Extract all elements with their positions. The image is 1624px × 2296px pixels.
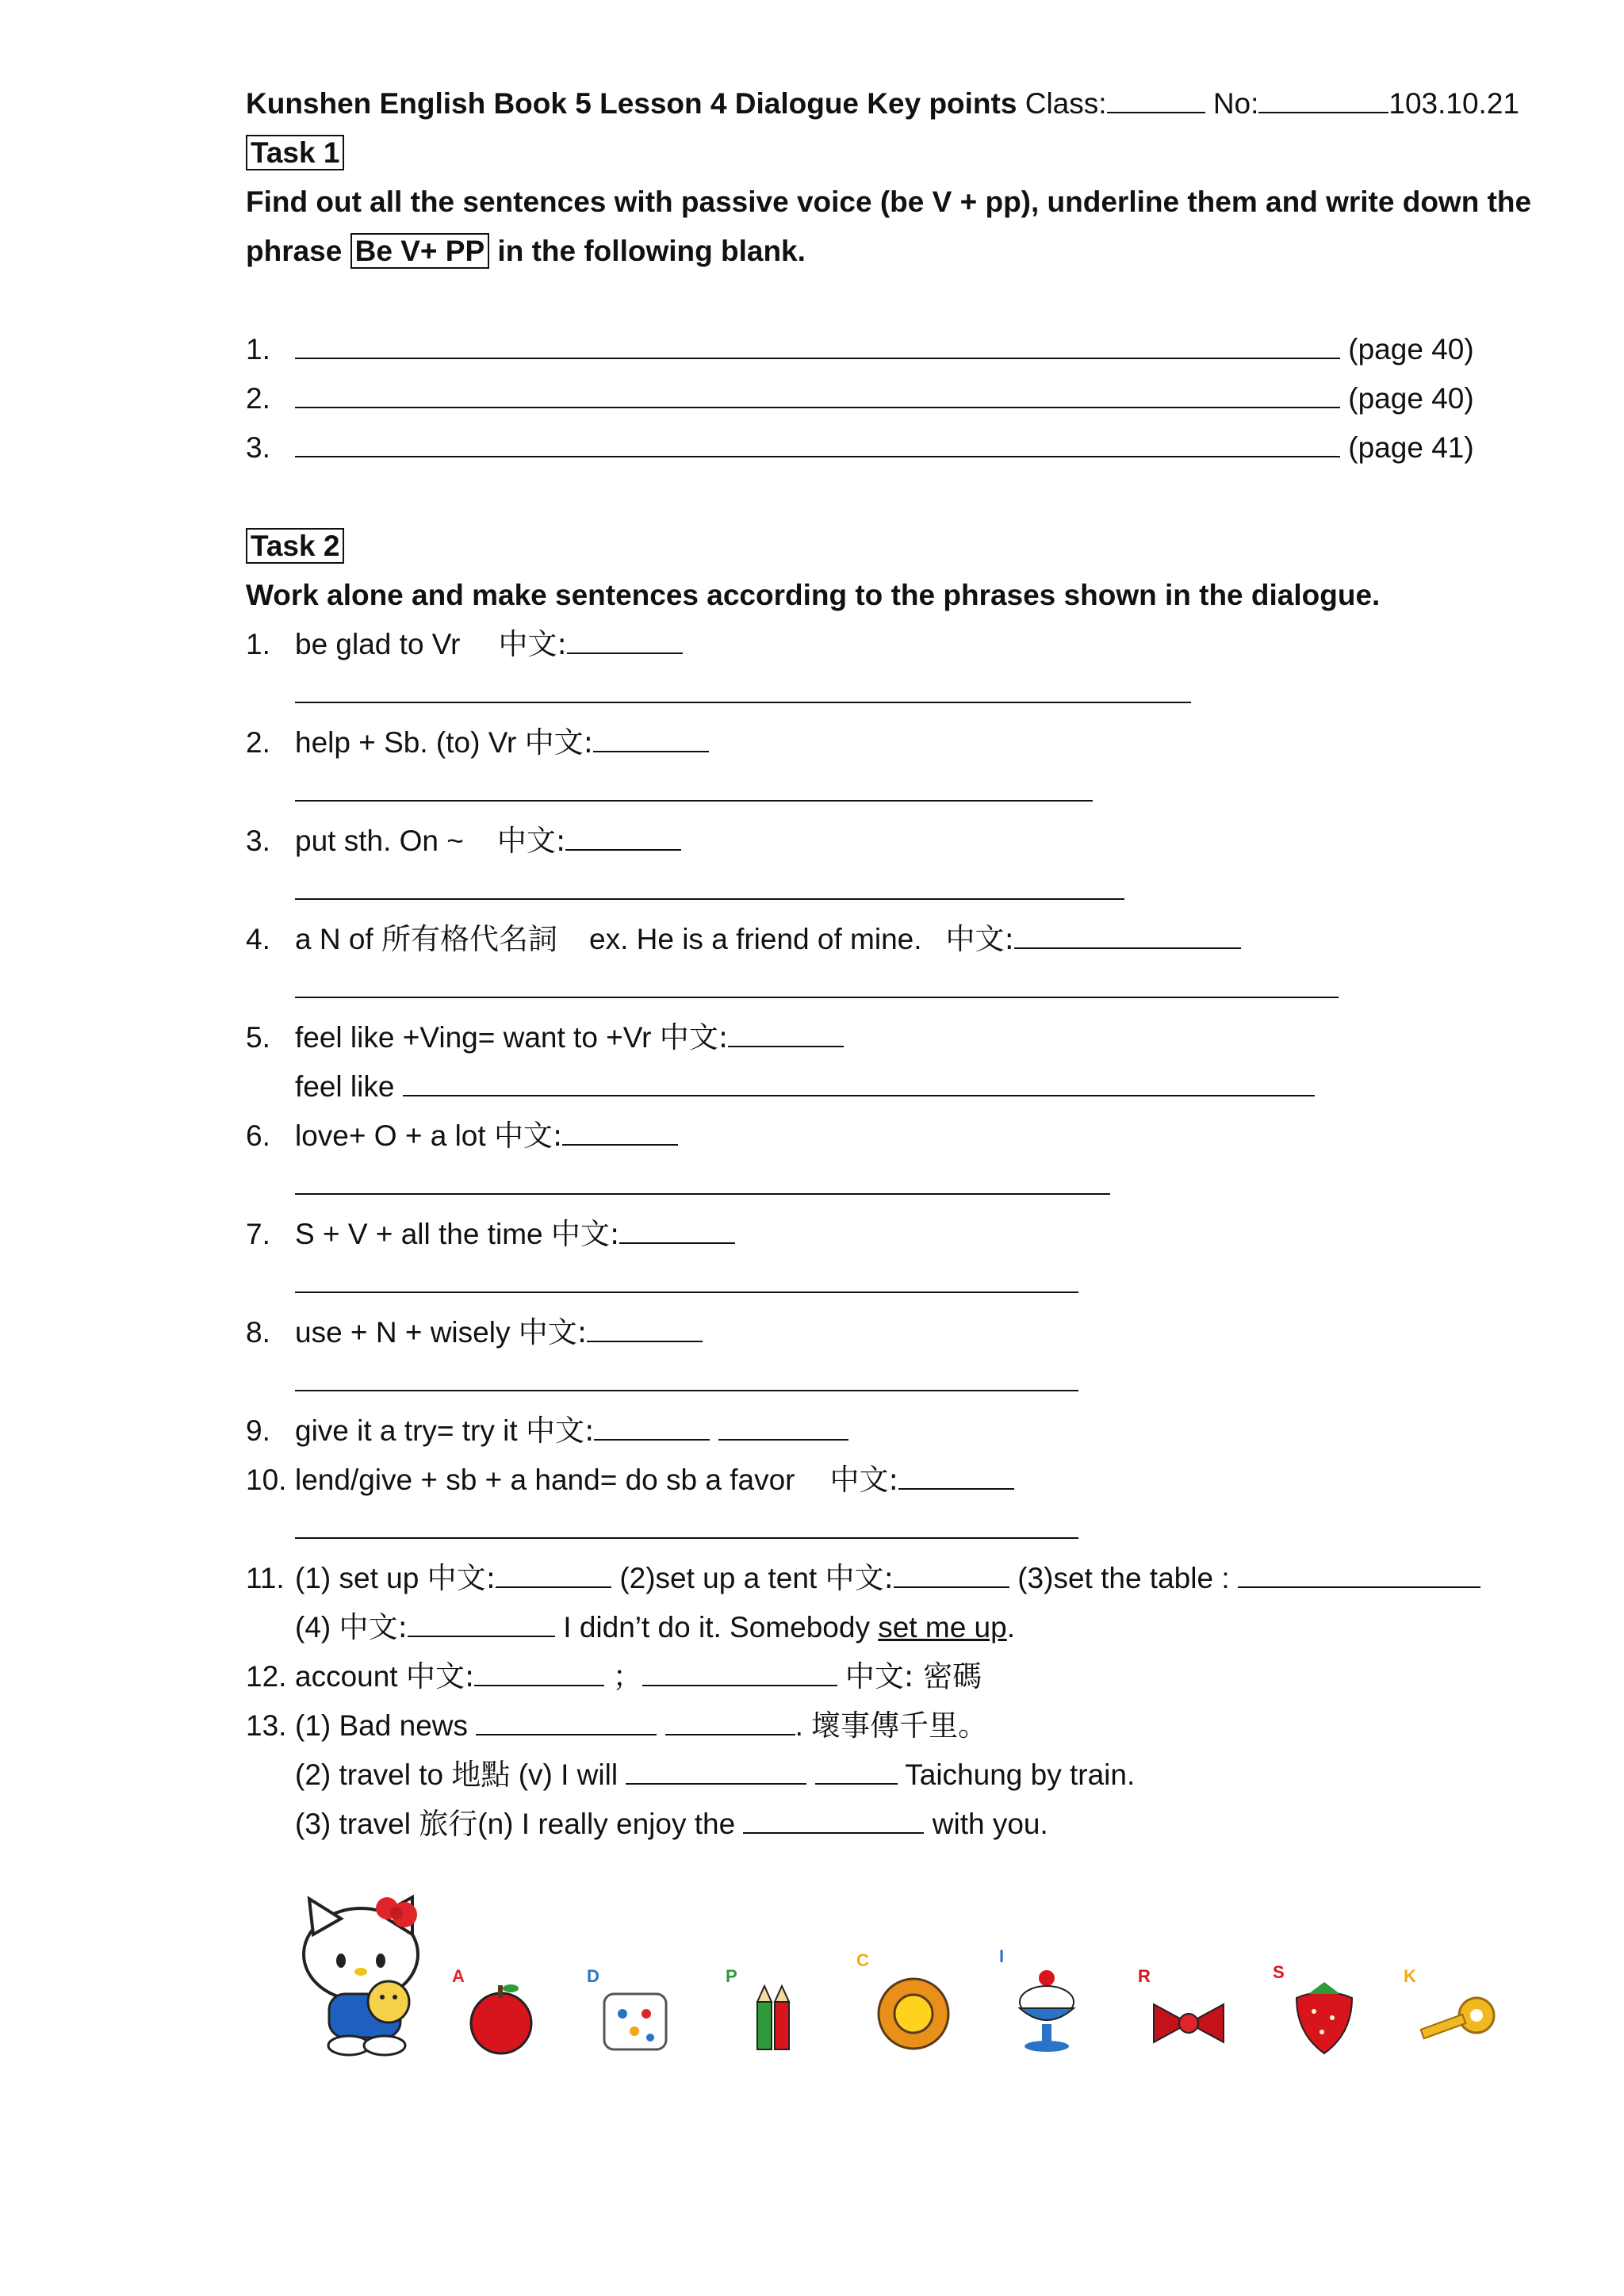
apple-icon [452,1966,547,2061]
task1-instruction-a: Find out all the sentences with passive voice (be V + pp), underline them and write down the [246,186,1532,218]
phrase-box: Be V+ PP [350,233,490,269]
task2-item-9 [246,1406,1522,1456]
task2-label: Task 2 [246,528,344,564]
strawberry-sticker [1273,1962,1376,2061]
sentence-blank[interactable] [295,770,1093,802]
answer-blank[interactable] [295,426,1340,457]
zh-blank[interactable] [1014,917,1241,949]
key-icon [1404,1966,1507,2061]
task1-item-1 [246,325,1522,374]
sentence-start: (n) I really enjoy the [477,1808,736,1840]
item-number: 1. [246,628,270,660]
zh-blank[interactable] [567,622,683,654]
zh-label: 中文: [339,1610,408,1644]
task2-item-11 [246,1554,1522,1603]
zh-label: 中文: [659,1020,729,1054]
item-number: 10. [246,1464,287,1496]
zh-password: 中文: 密碼 [845,1659,982,1693]
sentence-blank[interactable] [295,1507,1078,1539]
phrase: help + Sb. (to) Vr [295,726,517,759]
class-blank[interactable] [1107,82,1205,113]
sentence: I didn’t do it. Somebody [563,1611,870,1644]
worksheet [246,79,1532,1849]
item-number: 3. [246,825,270,857]
zh-blank[interactable] [594,1409,710,1441]
phrase: put sth. On ~ [295,825,464,857]
instr-post: in the following blank. [497,235,806,267]
phrase: use + N + wisely [295,1316,511,1349]
page-ref: (page 40) [1348,333,1474,365]
zh-note: 旅行 [419,1807,478,1841]
worksheet-title: Kunshen English Book 5 Lesson 4 Dialogue Key points [246,87,1017,120]
part-1: (1) set up [295,1562,419,1594]
ribbon-icon [1138,1966,1241,2061]
zh-label: 中文: [550,1217,620,1251]
zh-label: 中文: [427,1561,496,1595]
item-number: 8. [246,1316,270,1349]
phrase: be glad to Vr [295,628,461,660]
item-number: 6. [246,1119,270,1152]
zh-proverb: 壞事傳千里。 [811,1709,988,1743]
pencil-sticker [726,1966,821,2061]
icecream-icon [999,1946,1094,2061]
task1-label: Task 1 [246,135,344,170]
sentence-blank[interactable] [295,1261,1078,1293]
no-label: No: [1212,87,1259,120]
task2-item-7 [246,1210,1522,1259]
sentence-blank[interactable] [295,966,1339,998]
phrase: lend/give + sb + a hand= do sb a favor [295,1464,795,1496]
sentence-end: with you. [932,1808,1048,1840]
sticker-letter: P [726,1966,737,1986]
key-sticker [1404,1966,1507,2061]
phrase: account [295,1660,398,1693]
zh-blank[interactable] [562,1114,678,1146]
answer-blank[interactable] [476,1704,657,1735]
zh-note: 地點 [451,1758,511,1792]
part-4: (4) [295,1611,331,1644]
part-2: (2)set up a tent [619,1562,818,1594]
zh-blank[interactable] [474,1655,604,1686]
sticker-letter: I [999,1946,1005,1966]
sentence-blank[interactable] [295,672,1191,703]
ribbon-sticker [1138,1966,1241,2061]
phrase: a N of [295,923,373,955]
task2-item-8 [246,1308,1522,1357]
sentence-blank[interactable] [403,1065,1315,1096]
underlined-phrase: set me up [878,1611,1007,1644]
phrase: love+ O + a lot [295,1119,486,1152]
task2-item-10 [246,1456,1522,1505]
zh-blank[interactable] [1238,1556,1480,1588]
item-number: 13. [246,1709,287,1742]
item-number: 2. [246,726,270,759]
item-number: 12. [246,1660,287,1693]
phrase: feel like +Ving= want to +Vr [295,1021,652,1054]
sticker-letter: R [1138,1966,1151,1986]
zh-blank[interactable] [894,1556,1009,1588]
task2-item-6 [246,1112,1522,1161]
pencil-icon [726,1966,821,2061]
task2-item-11-line2 [246,1603,1522,1652]
zh-label: 中文: [825,1561,894,1595]
zh-label: 中文: [945,922,1014,956]
answer-blank[interactable] [295,377,1340,408]
sticker-letter: S [1273,1962,1285,1982]
zh-blank-2[interactable] [718,1409,848,1441]
period: . [1006,1611,1015,1644]
task2-item-3 [246,817,1522,866]
task1-item-2 [246,374,1522,423]
task2-instruction: Work alone and make sentences according to the phrases shown in the dialogue. [246,579,1381,611]
separator: ； [612,1659,642,1693]
part-2: (2) travel to [295,1758,444,1791]
cookie-icon [856,1950,967,2061]
sentence-blank[interactable] [295,868,1124,900]
task2-item-12 [246,1652,1522,1701]
sentence-blank[interactable] [295,1360,1078,1391]
zh-blank[interactable] [728,1016,844,1047]
cookie-sticker [856,1950,967,2061]
item-number: 7. [246,1218,270,1250]
class-label: Class: [1025,87,1107,120]
sticker-letter: D [587,1966,599,1986]
item-number: 5. [246,1021,270,1054]
answer-blank-2[interactable] [815,1753,898,1785]
zh-label: 中文: [518,1315,588,1349]
zh-blank[interactable] [587,1311,703,1342]
task2-item-13-line3 [246,1800,1522,1849]
zh-label: 中文: [405,1659,475,1693]
page-ref: (page 40) [1348,382,1474,415]
zh-label: 中文: [496,824,566,858]
sticker-letter: A [452,1966,465,1986]
answer-blank[interactable] [743,1802,924,1834]
example: ex. He is a friend of mine. [589,923,922,955]
zh-label: 中文: [829,1463,898,1497]
zh-label: 中文: [525,1414,595,1448]
item-number: 1. [246,333,270,365]
phrase: give it a try= try it [295,1414,518,1447]
no-blank[interactable] [1258,82,1388,113]
zh-blank[interactable] [619,1212,735,1244]
task2-item-2 [246,718,1522,767]
item-number: 3. [246,431,270,464]
phrase: S + V + all the time [295,1218,543,1250]
task1-instruction-b [246,227,1522,276]
sentence-end: Taichung by train. [905,1758,1136,1791]
zh-blank[interactable] [408,1605,555,1637]
dice-icon [587,1966,682,2061]
zh-label: 中文: [524,725,594,760]
sentence-start: (v) I will [518,1758,619,1791]
sticker-letter: C [856,1950,869,1970]
zh-blank[interactable] [496,1556,611,1588]
header-line [246,79,1522,128]
page-ref: (page 41) [1348,431,1474,464]
answer-blank[interactable] [626,1753,806,1785]
task2-item-4 [246,915,1522,964]
strawberry-icon [1273,1962,1376,2061]
task2-item-5 [246,1013,1522,1062]
zh-blank[interactable] [593,721,709,752]
part-1: (1) Bad news [295,1709,468,1742]
item-number: 2. [246,382,270,415]
task2-item-13 [246,1701,1522,1751]
icecream-sticker [999,1946,1094,2061]
zh-blank[interactable] [898,1458,1014,1490]
sub-phrase: feel like [295,1070,395,1103]
task2-item-13-line2 [246,1751,1522,1800]
answer-blank[interactable] [642,1655,837,1686]
zh-note: 所有格代名詞 [381,922,557,956]
dice-sticker [587,1966,682,2061]
task2-item-1 [246,620,1522,669]
date: 103.10.21 [1388,87,1519,120]
answer-blank-2[interactable] [665,1704,795,1735]
task1-item-3 [246,423,1522,473]
sticker-row [285,1891,1507,2065]
part-3: (3) travel [295,1808,411,1840]
sticker-letter: K [1404,1966,1416,1986]
zh-label: 中文: [493,1119,563,1153]
answer-blank[interactable] [295,327,1340,359]
sentence-blank[interactable] [295,1163,1110,1195]
apple-sticker [452,1966,547,2061]
instr-pre: phrase [246,235,343,267]
zh-blank[interactable] [565,819,681,851]
kitty-icon [293,1891,452,2057]
zh-label: 中文: [498,627,567,661]
item-number: 4. [246,923,270,955]
period: . [795,1709,803,1742]
part-3: (3)set the table : [1017,1562,1230,1594]
item-number: 11. [246,1562,285,1594]
item-number: 9. [246,1414,270,1447]
